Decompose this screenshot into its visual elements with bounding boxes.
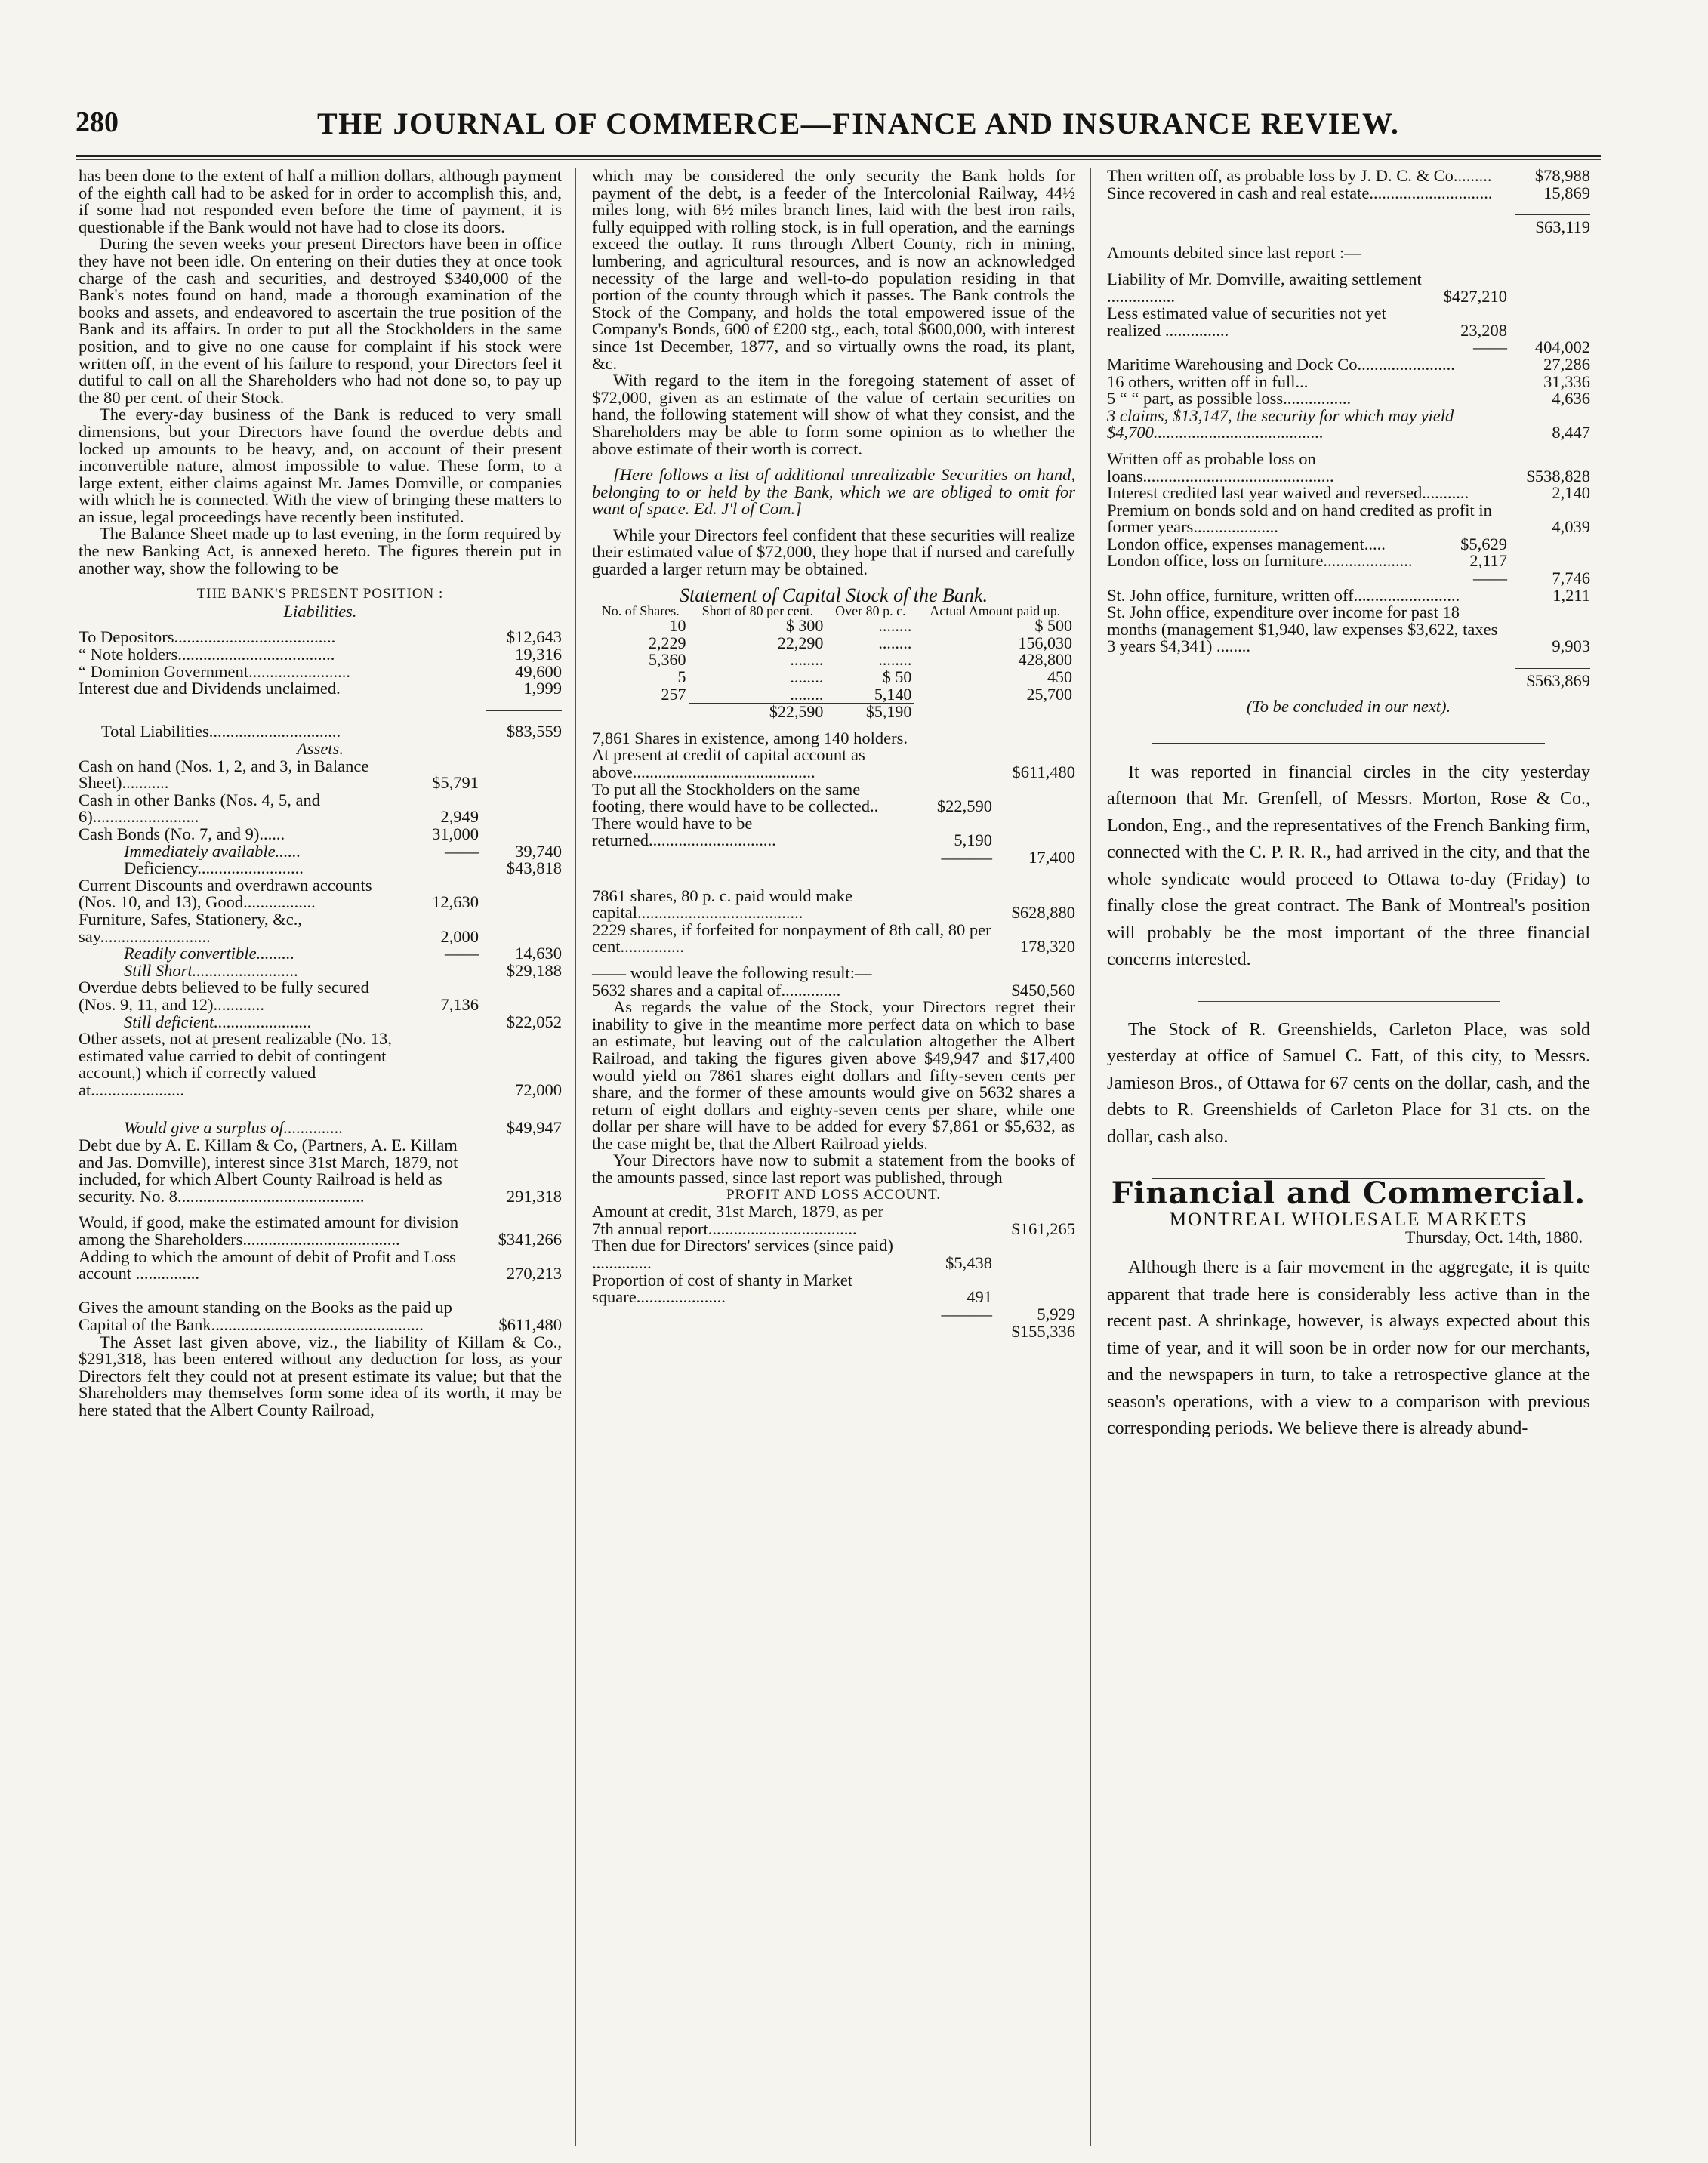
- liability-row: “ Dominion Government........................ 49,600: [79, 661, 562, 681]
- debit-row: London office, expenses management..... $5,629: [1107, 534, 1507, 553]
- paragraph: During the seven weeks your present Directors have been in office they have not been idle. On entering on their duties they at once took charge of the cash and securities, and destroyed $340,000 of the Bank's notes found on hand, made a thorough examination of the books and assets, and endeavored to ascertain the true position of the Bank and its affairs. In order to put all the Stockholders in the same position, and to give no one cause for complaint if his stock were written off, in the event of his failure to respond, your Directors feel it dutiful to call on all the Shareholders who had not done so, to pay up the 80 per cent. of their Stock.: [79, 234, 562, 407]
- debit-row: St. John office, expenditure over income for past 18 months (management $1,940, law expenses $3,622, taxes 3 years $4,341) ........ 9,903: [1107, 604, 1590, 656]
- asset-row: Gives the amount standing on the Books as the paid up Capital of the Bank.................................................. $611,480: [79, 1299, 562, 1334]
- amount-row: 5632 shares and a capital of.............. $450,560: [592, 980, 1075, 1000]
- asset-row: Other assets, not at present realizable (No. 13, estimated value carried to debit of contingent account,) which if correctly valued at...................... 72,000: [79, 1031, 562, 1099]
- amount-row: There would have to be returned.............................. 5,190: [592, 815, 992, 850]
- text-line: 7,861 Shares in existence, among 140 holders.: [592, 728, 908, 747]
- text-line: Amounts debited since last report :—: [1107, 243, 1361, 263]
- amount-row: 2229 shares, if forfeited for nonpayment of 8th call, 80 per cent............... 178,320: [592, 921, 1075, 957]
- debit-row: 5 “ “ part, as possible loss................ 4,636: [1107, 389, 1590, 408]
- column-1: [79, 168, 562, 1419]
- column-header: No. of Shares.: [601, 603, 680, 619]
- table-row: 5,360 ........ ........ 428,800: [648, 650, 1072, 670]
- column-header: Actual Amount paid up.: [930, 603, 1061, 619]
- asset-row: Would, if good, make the estimated amount for division among the Shareholders..................................... $341,266: [79, 1214, 562, 1249]
- asset-row: Debt due by A. E. Killam & Co, (Partners, A. E. Killam and Jas. Domville), interest since 31st March, 1879, not included, for which Albert County Railroad is held as security. No. 8............................................ 291,318: [79, 1137, 562, 1206]
- paragraph: As regards the value of the Stock, your Directors regret their inability to give in the meantime more perfect data on which to base an estimate, but leaving out of the calculation altogether the Albert Railroad, and taking the figures given above $49,947 and $17,400 would yield on 7861 shares eight dollars and fifty-seven cents per share, and the former of these amounts would give on 5632 shares a return of eight dollars and eighty-seven cents per share, while one dollar per share will have to be added for every $7,861 or $5,632, as the case might be, that the Albert Railroad yields.: [592, 997, 1075, 1153]
- debit-row: Interest credited last year waived and reversed........... 2,140: [1107, 483, 1590, 503]
- dateline: Thursday, Oct. 14th, 1880.: [1404, 1227, 1583, 1246]
- debit-row: Then written off, as probable loss by J. D. C. & Co......... $78,988: [1107, 166, 1590, 185]
- column-header: Over 80 p. c.: [835, 603, 906, 619]
- section-heading: THE BANK'S PRESENT POSITION :: [196, 586, 444, 602]
- editor-note: [Here follows a list of additional unrealizable Securities on hand, belonging to or held by the Bank, which we are obliged to omit for want of space. Ed. J'l of Com.]: [592, 465, 1075, 519]
- section-title: Financial and Commercial.: [1111, 1175, 1586, 1212]
- column-3: [1107, 168, 1590, 1443]
- amount-row: At present at credit of capital account as above........................................... $611,480: [592, 747, 1075, 781]
- debit-row: Written off as probable loss on loans............................................. $538,828: [1107, 450, 1590, 485]
- header-rule-thin: [76, 159, 1601, 160]
- paragraph: The Asset last given above, viz., the liability of Killam & Co., $291,318, has been entered without any deduction for loss, as your Directors felt they could not at present estimate its value; but that the Shareholders may themselves form some idea of its worth, it may be here stated that the Albert County Railroad,: [79, 1332, 562, 1419]
- asset-row: Cash Bonds (No. 7, and 9)...... 31,000: [79, 824, 479, 843]
- pl-row: Proportion of cost of shanty in Market square..................... 491: [592, 1271, 992, 1307]
- table-row: 10 $ 300 ........ $ 500: [669, 616, 1072, 636]
- column-2: [592, 168, 1075, 1341]
- asset-row: Furniture, Safes, Stationery, &c., say.......................... 2,000: [79, 910, 479, 946]
- amount-row: To put all the Stockholders on the same footing, there would have to be collected.. $22,590: [592, 781, 992, 816]
- table-row: $22,590 $5,190: [769, 702, 912, 722]
- debit-row: —— 7,746: [1473, 568, 1590, 588]
- pl-row: Amount at credit, 31st March, 1879, as per 7th annual report................................... $161,265: [592, 1203, 1075, 1238]
- asset-row: Deficiency......................... $43,818: [124, 858, 562, 878]
- asset-row: Would give a surplus of.............. $49,947: [124, 1118, 562, 1138]
- amount-row: ——— 17,400: [941, 847, 1075, 867]
- debit-row: 3 claims, $13,147, the security for which may yield $4,700........................................ 8,447: [1107, 407, 1590, 442]
- table-title: Statement of Capital Stock of the Bank.: [680, 584, 988, 606]
- debit-row: Maritime Warehousing and Dock Co....................... 27,286: [1107, 354, 1590, 374]
- debit-row: Less estimated value of securities not yet realized ............... 23,208: [1107, 305, 1507, 340]
- debit-row: London office, loss on furniture..................... 2,117: [1107, 551, 1507, 571]
- news-paragraph: Although there is a fair movement in the aggregate, it is quite apparent that trade here is considerably less active than in the recent past. A shrinkage, however, is always expected about this time of year, and it will soon be in order now for our merchants, and the newspapers in turn, to take a retrospective glance at the season's operations, with a view to a comparison with previous corresponding periods. We believe there is already abund-: [1107, 1258, 1590, 1439]
- subheading: Liabilities.: [283, 601, 357, 621]
- asset-row: Cash on hand (Nos. 1, 2, and 3, in Balance Sheet)........... $5,791: [79, 757, 479, 793]
- asset-row: Immediately available...... —— 39,740: [124, 841, 562, 861]
- debit-row: $63,119: [1535, 217, 1590, 236]
- column-divider-2: [1090, 168, 1091, 2146]
- table-row: 2,229 22,290 ........ 156,030: [648, 633, 1072, 652]
- asset-row: Still Short......................... $29,188: [124, 960, 562, 980]
- continued-note: (To be concluded in our next).: [1246, 697, 1451, 716]
- asset-row: Overdue debts believed to be fully secured (Nos. 9, 11, and 12)............ 7,136: [79, 979, 479, 1014]
- text-line: —— would leave the following result:—: [592, 963, 872, 982]
- debit-row: St. John office, furniture, written off......................... 1,211: [1107, 585, 1590, 605]
- liability-row: Interest due and Dividends unclaimed. 1,999: [79, 679, 562, 698]
- pl-row: ——— 5,929: [941, 1304, 1075, 1323]
- asset-row: Readily convertible......... —— 14,630: [124, 944, 562, 963]
- asset-row: Adding to which the amount of debit of Profit and Loss account ............... 270,213: [79, 1248, 562, 1283]
- markets-heading: MONTREAL WHOLESALE MARKETS: [1169, 1209, 1528, 1230]
- pl-row: $155,336: [592, 1323, 1075, 1341]
- debit-row: $563,869: [1526, 670, 1590, 690]
- table-row: 257 ........ 5,140 25,700: [661, 684, 1072, 704]
- section-heading: PROFIT AND LOSS ACCOUNT.: [726, 1186, 942, 1203]
- paragraph: The every-day business of the Bank is reduced to very small dimensions, but your Directors have found the overdue debts and locked up amounts to be heavy, and, on account of their present inconvertible nature, almost impossible to value. These form, to a large extent, either claims against Mr. James Domville, or companies with which he is connected. With the view of bringing these matters to an issue, legal proceedings have recently been instituted.: [79, 405, 562, 526]
- debit-row: Liability of Mr. Domville, awaiting settlement ................ $427,210: [1107, 270, 1507, 306]
- amount-row: 7861 shares, 80 p. c. paid would make capital....................................... $628,880: [592, 887, 1075, 923]
- page-header: [76, 106, 1601, 145]
- paragraph: While your Directors feel confident that these securities will realize their estimated value of $72,000, they hope that if nursed and carefully guarded a larger return may be obtained.: [592, 525, 1075, 579]
- liability-row: To Depositors...................................... $12,643: [79, 627, 562, 647]
- subheading: Assets.: [297, 739, 344, 758]
- column-header: Short of 80 per cent.: [701, 603, 814, 619]
- pl-row: Then due for Directors' services (since paid) .............. $5,438: [592, 1237, 992, 1273]
- paragraph: With regard to the item in the foregoing statement of asset of $72,000, given as an estimate of the value of certain securities on hand, the following statement will show of what they consist, and the Shareholders may be able to form some opinion as to whether the above estimate of their worth is correct.: [592, 371, 1075, 458]
- asset-row: Cash in other Banks (Nos. 4, 5, and 6)......................... 2,949: [79, 791, 479, 827]
- journal-title: THE JOURNAL OF COMMERCE—FINANCE AND INSURANCE REVIEW.: [317, 106, 1400, 140]
- paragraph: The Balance Sheet made up to last evening, in the form required by the new Banking Act, is annexed hereto. The figures therein put in another way, show the following to be: [79, 524, 562, 578]
- paragraph: which may be considered the only security the Bank holds for payment of the debt, is a feeder of the Intercolonial Railway, 44½ miles long, with 6½ miles branch lines, laid with the best iron rails, fully equipped with rolling stock, is in full operation, and the earnings exceed the outlay. It runs through Albert County, rich in mining, lumbering, and agricultural resources, and is now an acknowledged necessity of the large and well-to-do population residing in that portion of the county through which it passes. The Bank controls the Stock of the Company, and holds the total empowered issue of the Company's Bonds, 600 of £200 stg., each, total $600,000, with interest since 1st December, 1877, and so virtually owns the road, its plant, &c.: [592, 166, 1075, 373]
- debit-row: Premium on bonds sold and on hand credited as profit in former years.................... 4,039: [1107, 501, 1590, 537]
- total-row: Total Liabilities............................... $83,559: [101, 722, 562, 741]
- debit-row: 16 others, written off in full... 31,336: [1107, 371, 1590, 391]
- asset-row: Still deficient....................... $22,052: [124, 1012, 562, 1031]
- debit-row: —— 404,002: [1473, 337, 1590, 357]
- table-row: 5 ........ $ 50 450: [677, 667, 1072, 687]
- debit-row: Since recovered in cash and real estate............................. 15,869: [1107, 183, 1590, 202]
- paragraph: has been done to the extent of half a million dollars, although payment of the eighth call had to be asked for in order to accomplish this, and, if some had not responded even before the time of payment, it is questionable if the Bank would not have had to close its doors.: [79, 166, 562, 236]
- header-rule: [76, 155, 1601, 157]
- column-divider-1: [575, 168, 576, 2146]
- capital-stock-table: [592, 604, 1075, 721]
- page-number: 280: [76, 106, 119, 138]
- asset-row: Current Discounts and overdrawn accounts (Nos. 10, and 13), Good................. 12,630: [79, 877, 479, 912]
- liability-row: “ Note holders..................................... 19,316: [79, 645, 562, 664]
- news-paragraph: The Stock of R. Greenshields, Carleton Place, was sold yesterday at office of Samuel C. Fatt, of this city, to Messrs. Jamieson Bros., of Ottawa for 67 cents on the dollar, cash, and the debts to R. Greenshields of Carleton Place for 31 cts. on the dollar, cash also.: [1107, 1019, 1590, 1147]
- news-paragraph: It was reported in financial circles in the city yesterday afternoon that Mr. Grenfell, of Messrs. Morton, Rose & Co., London, Eng., and the representatives of the French Banking firm, connected with the C. P. R. R., had arrived in the city, and that the whole syndicate would proceed to Ottawa to-day (Friday) to finally close the great contract. The Bank of Montreal's position will probably be the most important of the three financial concerns interested.: [1107, 762, 1590, 970]
- paragraph: Your Directors have now to submit a statement from the books of the amounts passed, since last report was published, through: [592, 1151, 1075, 1188]
